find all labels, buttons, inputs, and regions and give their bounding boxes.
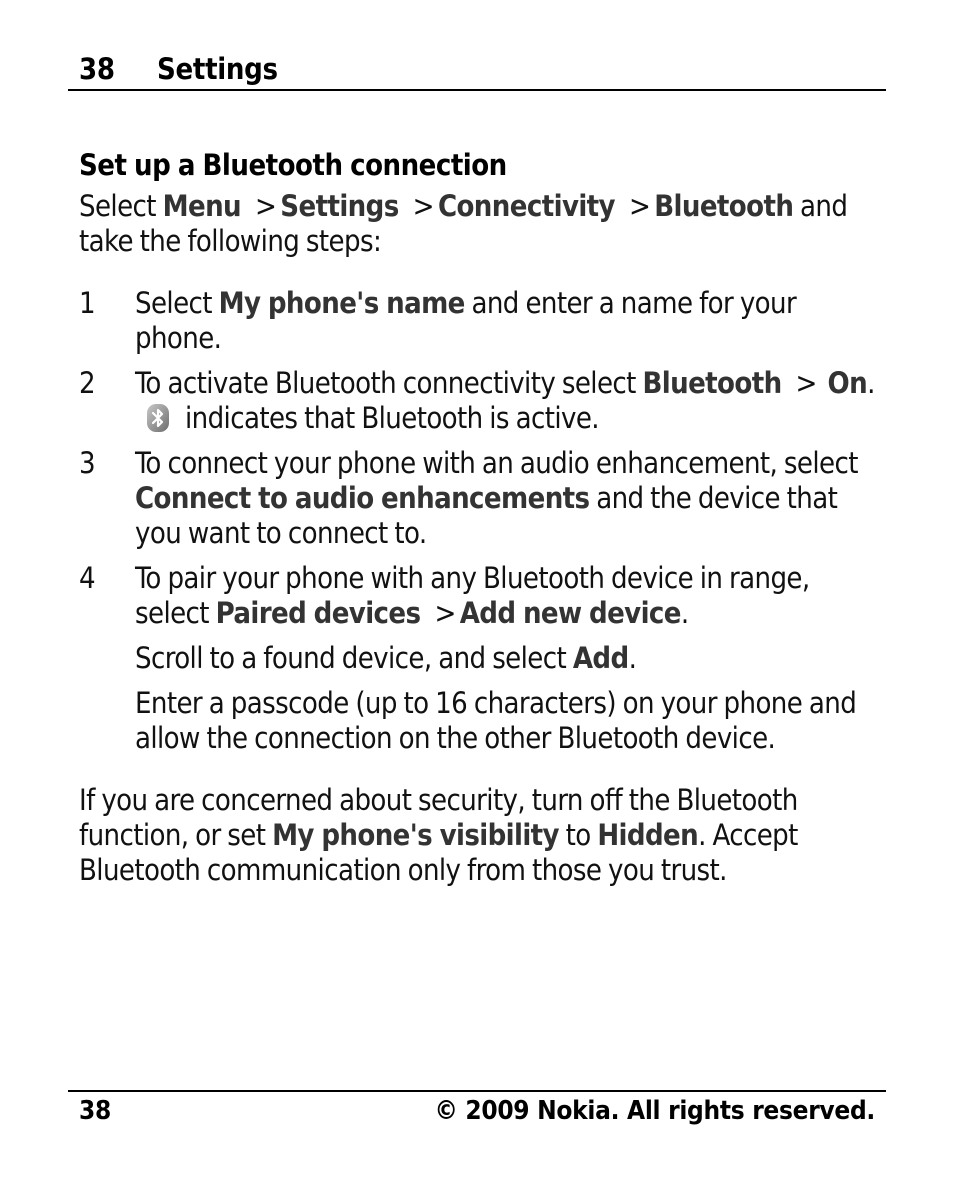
ui-term: On — [827, 366, 868, 400]
menu-path-item: Bluetooth — [654, 189, 794, 223]
section-heading: Set up a Bluetooth connection — [79, 148, 507, 182]
path-separator: > — [795, 366, 817, 400]
footer-page-number: 38 — [79, 1096, 111, 1126]
step-number: 2 — [79, 366, 95, 400]
punctuation: . — [867, 366, 875, 400]
intro-rest-text: and take the following steps: — [79, 189, 848, 258]
step-text — [135, 446, 879, 551]
step-number: 1 — [79, 286, 95, 320]
ui-term: Connect to audio enhancements — [135, 481, 590, 515]
header-section-title: Settings — [157, 52, 278, 86]
step-text — [135, 286, 879, 356]
ui-term: Paired devices — [215, 596, 421, 630]
step-subparagraph — [135, 641, 879, 676]
running-header — [79, 52, 278, 86]
closing-text: to — [565, 818, 591, 852]
step-item — [79, 366, 879, 436]
step-number: 4 — [79, 561, 95, 595]
closing-text: . Accept Bluetooth communication only from those you trust. — [79, 818, 798, 887]
step-item — [79, 446, 879, 551]
menu-path-item: Connectivity — [437, 189, 615, 223]
path-separator: > — [434, 596, 456, 630]
step-item — [79, 286, 879, 356]
step-text-after: and enter a name for your phone. — [135, 286, 797, 355]
steps-list — [79, 286, 879, 756]
footer-copyright: © 2009 Nokia. All rights reserved. — [434, 1096, 875, 1126]
ui-term: Add — [572, 641, 629, 675]
step-subparagraph: Enter a passcode (up to 16 characters) on your phone and allow the connection on the other Bluetooth device. — [135, 686, 857, 755]
punctuation: . — [628, 641, 637, 675]
step-text — [135, 561, 879, 631]
step-text-before: Scroll to a found device, and select — [135, 641, 567, 675]
main-content — [79, 145, 879, 888]
bluetooth-active-icon — [145, 403, 171, 433]
ui-term: Add new device — [459, 596, 681, 630]
step-text-before: To pair your phone with any Bluetooth device in range, select — [135, 561, 810, 630]
ui-term: My phone's name — [218, 286, 465, 320]
path-separator: > — [255, 189, 277, 223]
menu-path-item: Settings — [280, 189, 399, 223]
intro-paragraph — [79, 189, 879, 259]
intro-select-text: Select — [79, 189, 156, 223]
footer-rule — [68, 1090, 886, 1092]
header-page-number: 38 — [79, 52, 115, 86]
running-footer — [79, 1096, 875, 1126]
step-text-after: and the device that you want to connect to. — [135, 481, 838, 550]
step-text-before: To connect your phone with an audio enhancement, select — [135, 446, 858, 480]
step-text-after: indicates that Bluetooth is active. — [185, 401, 599, 435]
step-text — [135, 366, 879, 436]
closing-text: If you are concerned about security, turn off the Bluetooth function, or set — [79, 783, 798, 852]
closing-paragraph — [79, 783, 879, 888]
ui-term: Bluetooth — [642, 366, 782, 400]
ui-term: Hidden — [597, 818, 699, 852]
step-text-before: Select — [135, 286, 212, 320]
step-text-before: To activate Bluetooth connectivity select — [135, 366, 636, 400]
step-number: 3 — [79, 446, 95, 480]
ui-term: My phone's visibility — [272, 818, 559, 852]
step-item — [79, 561, 879, 756]
menu-path-item: Menu — [162, 189, 242, 223]
header-rule — [68, 89, 886, 91]
path-separator: > — [628, 189, 651, 223]
punctuation: . — [680, 596, 689, 630]
path-separator: > — [412, 189, 434, 223]
